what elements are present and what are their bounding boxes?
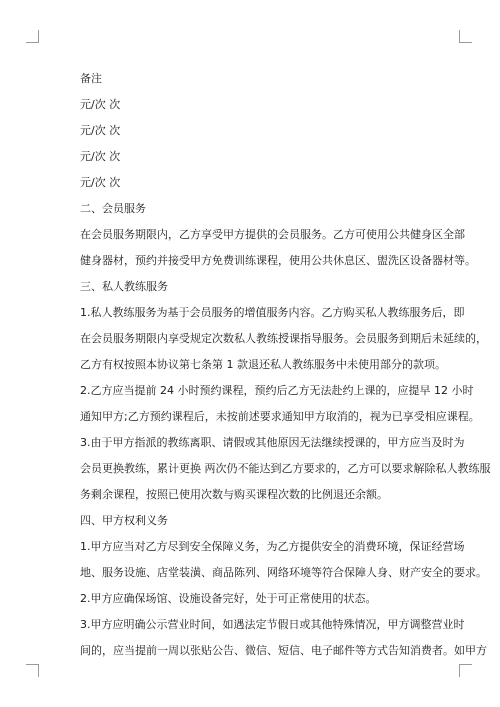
paragraph-line: 在会员服务期限内，乙方享受甲方提供的会员服务。乙方可使用公共健身区全部 <box>80 228 465 241</box>
paragraph-line: 务剩余课程，按照已使用次数与购买课程次数的比例退还余额。 <box>80 488 388 501</box>
personal-trainer-paragraph-2 <box>80 378 480 430</box>
paragraph-line: 3.甲方应明确公示营业时间，如遇法定节假日或其他特殊情况，甲方调整营业时 <box>80 618 465 631</box>
page-corner-mark-bottom-right <box>459 664 472 677</box>
section-heading-personal-trainer: 三、私人教练服务 <box>80 280 168 293</box>
section-heading-member-service: 二、会员服务 <box>80 202 146 215</box>
paragraph-line: 乙方有权按照本协议第七条第 1 款退还私人教练服务中未使用部分的款项。 <box>80 358 446 371</box>
paragraph-line: 地、服务设施、店堂装潢、商品陈列、网络环境等符合保障人身、财产安全的要求。 <box>80 566 487 579</box>
page-corner-mark-bottom-left <box>26 664 39 677</box>
paragraph-line: 2.乙方应当提前 24 小时预约课程，预约后乙方无法赴约上课的，应提早 12 小时 <box>80 384 474 397</box>
paragraph-line: 1.私人教练服务为基于会员服务的增值服务内容。乙方购买私人教练服务后，即 <box>80 306 465 319</box>
unit-line: 元/次 次 <box>80 124 121 137</box>
page-corner-mark-top-left <box>26 30 39 43</box>
personal-trainer-paragraph-3 <box>80 430 491 508</box>
unit-line: 元/次 次 <box>80 150 121 163</box>
paragraph-line: 1.甲方应当对乙方尽到安全保障义务，为乙方提供安全的消费环境，保证经营场 <box>80 540 465 553</box>
personal-trainer-paragraph-1 <box>80 300 487 378</box>
unit-line: 元/次 次 <box>80 176 121 189</box>
section-heading-party-a-rights: 四、甲方权利义务 <box>80 514 168 527</box>
paragraph-line: 会员更换教练，累计更换 两次仍不能达到乙方要求的，乙方可以要求解除私人教练服 <box>80 462 491 475</box>
party-a-paragraph-2 <box>80 586 425 612</box>
paragraph-line: 间的，应当提前一周以张贴公告、微信、短信、电子邮件等方式告知消费者。如甲方 <box>80 644 487 657</box>
paragraph-line: 3.由于甲方指派的教练离职、请假或其他原因无法继续授课的，甲方应当及时为 <box>80 436 465 449</box>
paragraph-line: 健身器材，预约并接受甲方免费训练课程，使用公共休息区、盥洗区设备器材等。 <box>80 254 476 267</box>
unit-line: 元/次 次 <box>80 98 121 111</box>
document-body <box>80 66 491 664</box>
page-corner-mark-top-right <box>459 30 472 43</box>
party-a-paragraph-3 <box>80 612 487 664</box>
paragraph-line: 通知甲方;乙方预约课程后，未按前述要求通知甲方取消的，视为已享受相应课程。 <box>80 410 480 423</box>
party-a-paragraph-1 <box>80 534 487 586</box>
member-service-paragraph <box>80 222 476 274</box>
paragraph-line: 2.甲方应确保场馆、设施设备完好，处于可正常使用的状态。 <box>80 592 377 605</box>
remark-label: 备注 <box>80 72 102 85</box>
paragraph-line: 在会员服务期限内享受规定次数私人教练授课指导服务。会员服务到期后未延续的， <box>80 332 487 345</box>
